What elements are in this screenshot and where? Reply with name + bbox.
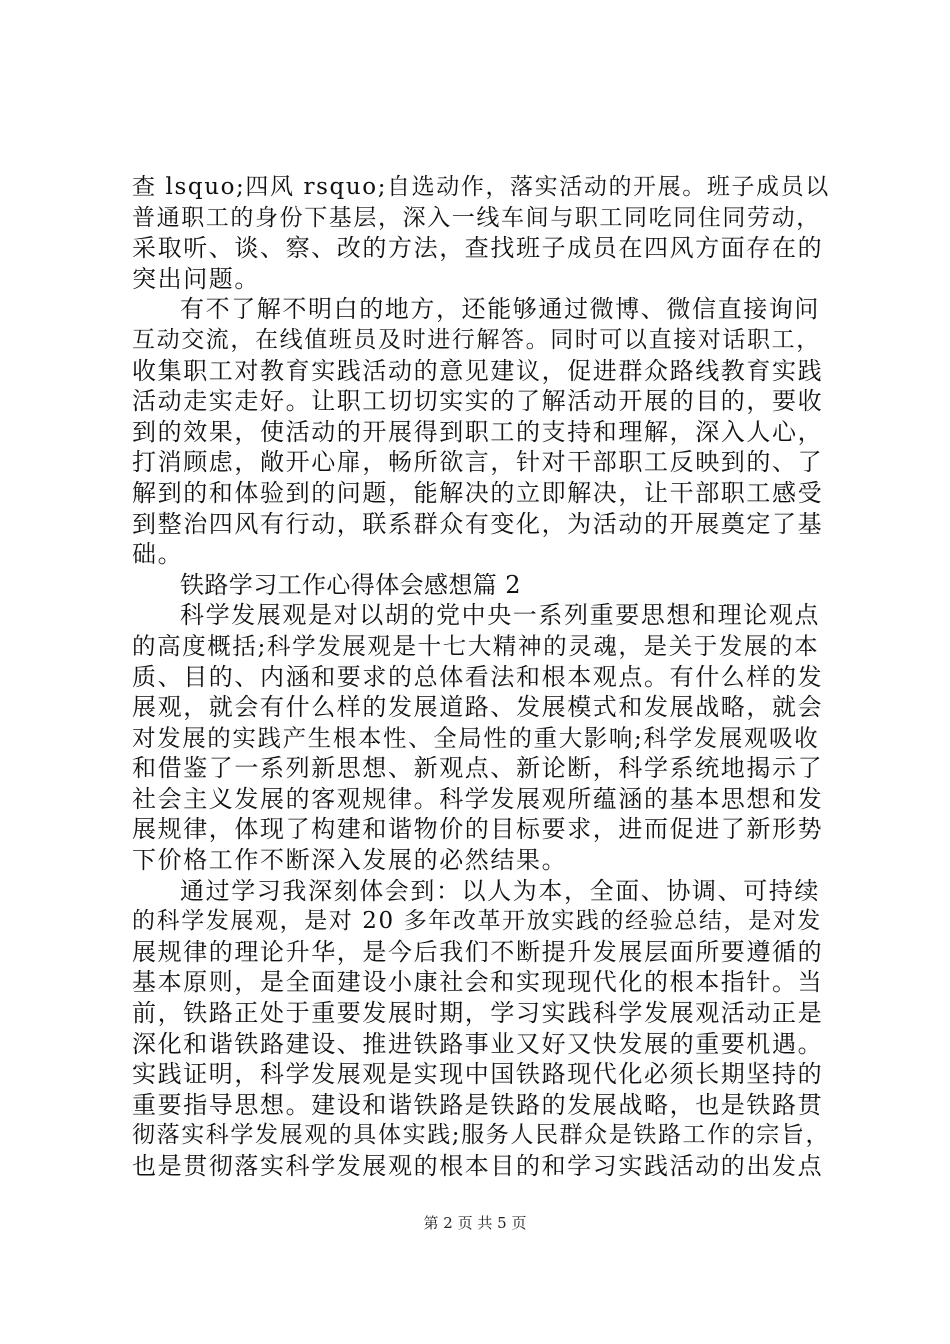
text-line: 打消顾虑，敞开心扉，畅所欲言，针对干部职工反映到的、了 (132, 448, 824, 477)
text-line: 普通职工的身份下基层，深入一线车间与职工同吃同住同劳动， (132, 204, 821, 231)
text-line: 深化和谐铁路建设、推进铁路事业又好又快发展的重要机遇。 (132, 1029, 824, 1058)
text-line: 到的效果，使活动的开展得到职工的支持和理解，深入人心， (132, 417, 824, 446)
text-line: 到整治四风有行动，联系群众有变化，为活动的开展奠定了基 (132, 509, 824, 538)
text-line: 活动走实走好。让职工切切实实的了解活动开展的目的，要收 (132, 387, 824, 416)
text-line: 质、目的、内涵和要求的总体看法和根本观点。有什么样的发 (132, 662, 824, 691)
text-line: 和借鉴了一系列新思想、新观点、新论断，科学系统地揭示了 (132, 754, 824, 783)
text-line: 收集职工对教育实践活动的意见建议，促进群众路线教育实践 (132, 356, 824, 385)
text-line: 实践证明，科学发展观是实现中国铁路现代化必须长期坚持的 (132, 1060, 824, 1089)
text-line: 解到的和体验到的问题，能解决的立即解决，让干部职工感受 (132, 478, 824, 507)
document-body (132, 172, 832, 1182)
text-line: 下价格工作不断深入发展的必然结果。 (132, 846, 568, 875)
text-line: 社会主义发展的客观规律。科学发展观所蕴涵的基本思想和发 (132, 784, 824, 813)
text-line: 采取听、谈、察、改的方法，查找班子成员在四风方面存在的 (132, 234, 824, 263)
text-line: 前，铁路正处于重要发展时期，学习实践科学发展观活动正是 (132, 999, 824, 1028)
text-line: 查 lsquo;四风 rsquo;自选动作，落实活动的开展。班子成员以 (132, 174, 830, 200)
text-line: 重要指导思想。建设和谐铁路是铁路的发展战略，也是铁路贯 (132, 1090, 824, 1119)
paragraph-first-line: 有不了解不明白的地方，还能够通过微博、微信直接询问 (180, 295, 820, 324)
text-line: 的高度概括;科学发展观是十七大精神的灵魂，是关于发展的本 (132, 631, 820, 660)
page-number-footer: 第 2 页 共 5 页 (423, 1214, 527, 1232)
text-line: 础。 (132, 540, 184, 569)
text-line: 展规律，体现了构建和谐物价的目标要求，进而促进了新形势 (132, 815, 824, 844)
text-line: 展规律的理论升华，是今后我们不断提升发展层面所要遵循的 (132, 937, 824, 966)
text-line: 互动交流，在线值班员及时进行解答。同时可以直接对话职工， (132, 326, 821, 353)
text-line: 的科学发展观，是对 20 多年改革开放实践的经验总结，是对发 (132, 908, 822, 935)
text-line: 展观，就会有什么样的发展道路、发展模式和发展战略，就会 (132, 693, 824, 722)
text-line: 对发展的实践产生根本性、全局性的重大影响;科学发展观吸收 (132, 723, 820, 752)
text-line: 彻落实科学发展观的具体实践;服务人民群众是铁路工作的宗旨， (132, 1122, 831, 1149)
paragraph-first-line: 科学发展观是对以胡的党中央一系列重要思想和理论观点 (180, 601, 820, 630)
paragraph-first-line: 通过学习我深刻体会到：以人为本，全面、协调、可持续 (180, 876, 820, 905)
text-line: 突出问题。 (132, 264, 260, 293)
text-line: 也是贯彻落实科学发展观的根本目的和学习实践活动的出发点 (132, 1152, 824, 1180)
section-heading: 铁路学习工作心得体会感想篇 2 (180, 570, 521, 599)
text-line: 基本原则，是全面建设小康社会和实现现代化的根本指针。当 (132, 968, 824, 997)
